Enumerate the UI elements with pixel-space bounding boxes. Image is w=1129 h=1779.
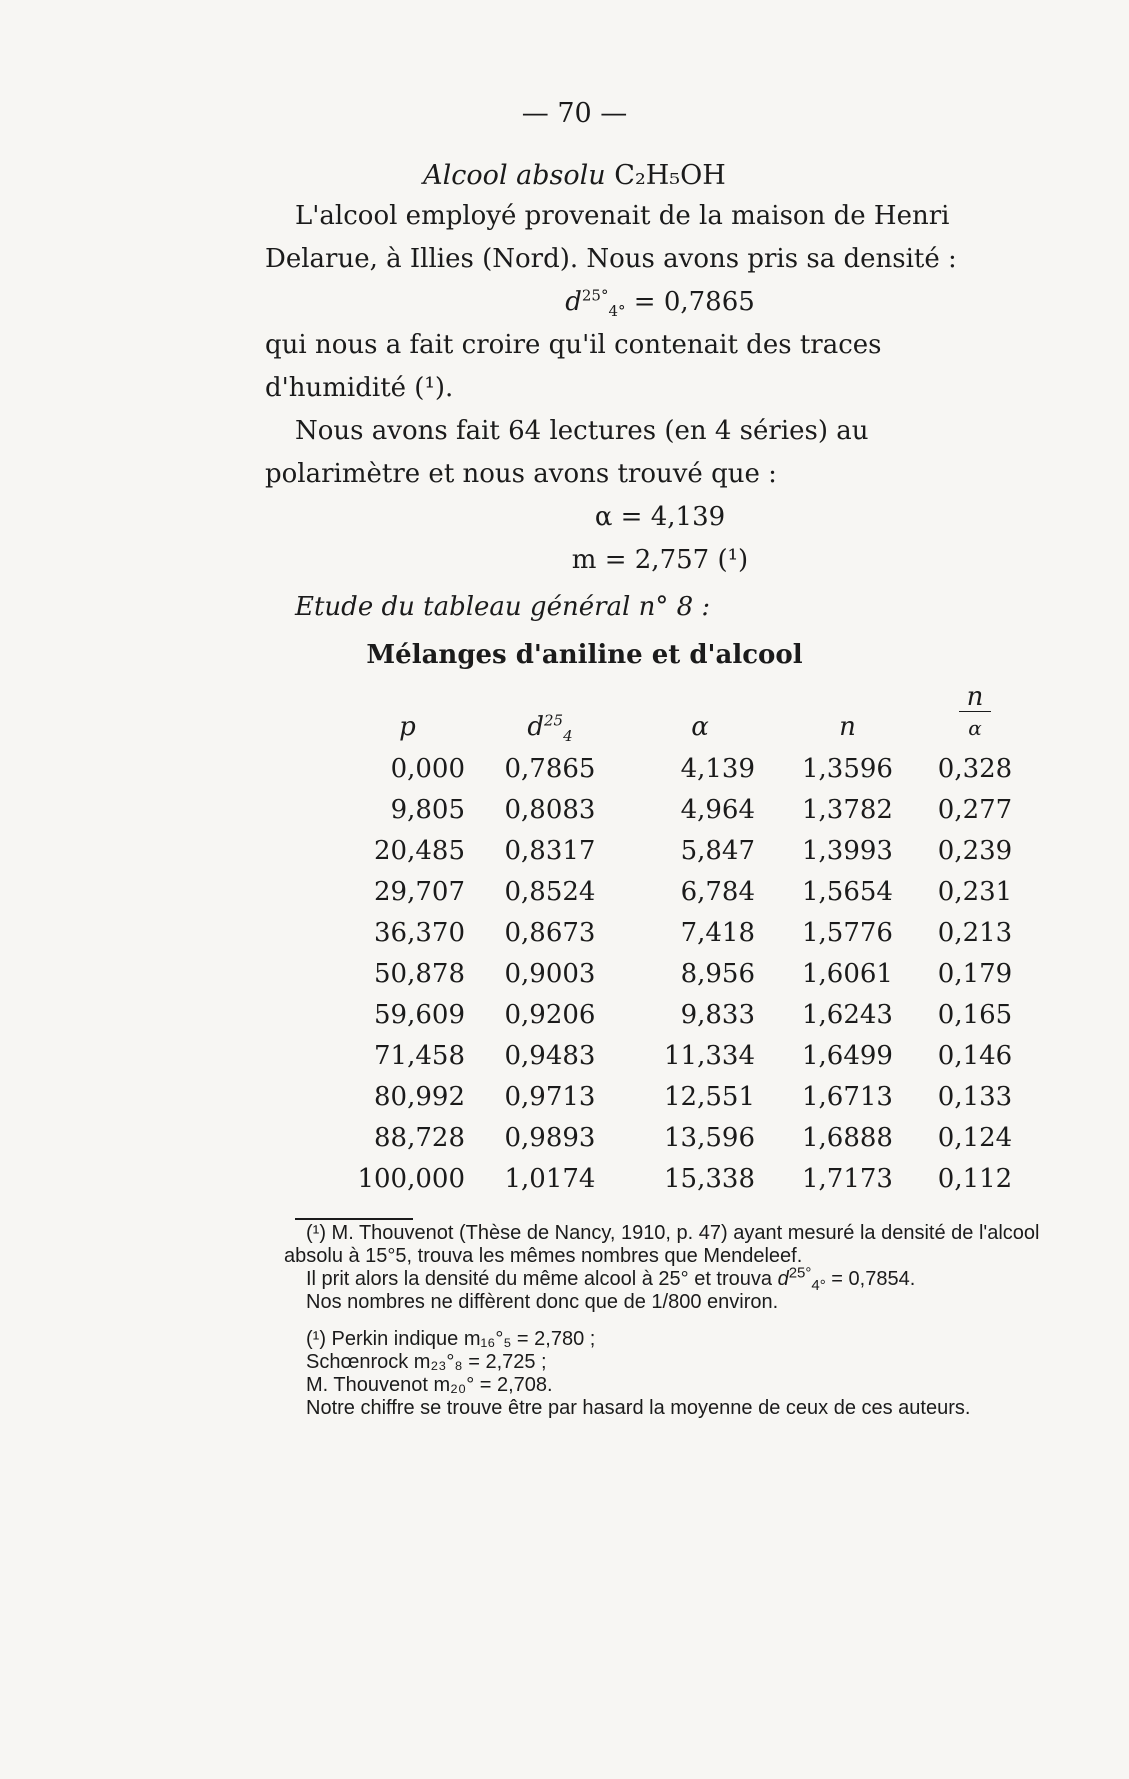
cell-n: 1,6499 [802,1040,893,1071]
cell-p: 71,458 [374,1040,465,1071]
equation-density [265,281,1015,324]
col-density-sup: 25 [544,711,564,730]
footnote-2-thouvenot: M. Thouvenot m₂₀° = 2,708. [306,1374,553,1396]
cell-n: 1,5654 [802,876,893,907]
table-row [340,994,1030,1035]
table-row [340,748,1030,789]
table-row [340,912,1030,953]
cell-alpha: 4,964 [680,794,755,825]
cell-ratio: 0,328 [937,753,1013,784]
cell-ratio: 0,112 [937,1163,1013,1194]
cell-p: 20,485 [374,835,465,866]
cell-density: 0,9713 [504,1081,596,1112]
equation-alpha: α = 4,139 [594,502,726,532]
cell-n: 1,6061 [802,958,893,989]
ratio-denominator: α [968,716,982,740]
table-row [340,1158,1030,1199]
footnote-1: (¹) M. Thouvenot (Thèse de Nancy, 1910, p. 47) ayant mesuré la densité de l'alcool absolu à 15°5, trouva les mêmes nombres que Mendeleef. [284,1222,1040,1267]
data-table [340,680,1030,1199]
cell-density: 0,8524 [504,876,596,907]
cell-alpha: 12,551 [664,1081,755,1112]
cell-n: 1,3596 [802,753,893,784]
footnote-2-conclusion: Notre chiffre se trouve être par hasard la moyenne de ceux de ces auteurs. [306,1397,971,1419]
table-row [340,871,1030,912]
paragraph-readings: Nous avons fait 64 lectures (en 4 séries) au polarimètre et nous avons trouvé que : [265,416,869,489]
col-n: n [839,712,856,742]
paragraph-source: L'alcool employé provenait de la maison de Henri Delarue, à Illies (Nord). Nous avons pris sa densité : [265,201,957,274]
cell-n: 1,6888 [802,1122,893,1153]
eq-density-symbol: d [565,287,582,317]
footnote-1-density-sub: 4° [811,1277,826,1294]
col-density-sub: 4 [563,727,573,746]
footnote-1-density-value: = 0,7854. [831,1268,916,1290]
cell-p: 36,370 [374,917,465,948]
cell-ratio: 0,239 [937,835,1013,866]
table-header-row [340,680,1030,748]
footnote-1-density-symbol: d [777,1268,789,1290]
cell-alpha: 8,956 [680,958,755,989]
cell-n: 1,6713 [802,1081,893,1112]
cell-ratio: 0,146 [937,1040,1013,1071]
cell-alpha: 4,139 [680,753,755,784]
cell-ratio: 0,213 [937,917,1013,948]
col-alpha: α [691,712,709,742]
table-row [340,789,1030,830]
col-density [475,680,625,748]
cell-density: 0,8673 [504,917,596,948]
cell-ratio: 0,124 [937,1122,1013,1153]
cell-p: 100,000 [357,1163,465,1194]
table-row [340,830,1030,871]
footnotes [284,1222,1054,1420]
cell-density: 0,9003 [504,958,596,989]
cell-p: 80,992 [374,1081,465,1112]
cell-alpha: 7,418 [680,917,755,948]
cell-density: 0,8083 [504,794,596,825]
cell-density: 0,7865 [504,753,596,784]
paragraph-humidity: qui nous a fait croire qu'il contenait des traces d'humidité (¹). [265,330,882,403]
cell-p: 29,707 [374,876,465,907]
cell-n: 1,3993 [802,835,893,866]
cell-p: 59,609 [374,999,465,1030]
cell-alpha: 6,784 [680,876,755,907]
cell-alpha: 11,334 [664,1040,755,1071]
cell-density: 0,9206 [504,999,596,1030]
ratio-numerator: n [959,685,992,712]
cell-density: 0,9483 [504,1040,596,1071]
cell-p: 9,805 [390,794,465,825]
cell-alpha: 15,338 [664,1163,755,1194]
page-number: — 70 — [521,98,628,129]
cell-ratio: 0,231 [937,876,1013,907]
cell-ratio: 0,277 [937,794,1013,825]
section-heading [0,160,1129,191]
col-density-symbol: d [527,712,544,742]
cell-alpha: 13,596 [664,1122,755,1153]
footnote-1-conclusion: Nos nombres ne diffèrent donc que de 1/800 environ. [306,1291,779,1313]
footnote-2-schoenrock: Schœnrock m₂₃°₈ = 2,725 ; [306,1351,547,1373]
cell-ratio: 0,165 [937,999,1013,1030]
cell-p: 50,878 [374,958,465,989]
footnote-rule [295,1218,413,1220]
body-text [265,195,1015,582]
cell-p: 0,000 [390,753,465,784]
heading-label: Alcool absolu [423,160,606,191]
cell-alpha: 5,847 [680,835,755,866]
eq-density-sub: 4° [608,302,626,321]
footnote-1-density [284,1264,1054,1294]
cell-density: 0,8317 [504,835,596,866]
cell-alpha: 9,833 [680,999,755,1030]
cell-ratio: 0,179 [937,958,1013,989]
equation-m: m = 2,757 (¹) [571,545,749,575]
cell-n: 1,7173 [802,1163,893,1194]
footnote-1-density-sup: 25° [788,1264,812,1282]
footnote-1-density-text: Il prit alors la densité du même alcool à 25° et trouva [306,1268,773,1290]
cell-n: 1,6243 [802,999,893,1030]
cell-density: 0,9893 [504,1122,596,1153]
cell-n: 1,5776 [802,917,893,948]
table-row [340,1035,1030,1076]
cell-density: 1,0174 [504,1163,596,1194]
table-title: Mélanges d'aniline et d'alcool [366,640,803,670]
study-title: Etude du tableau général n° 8 : [295,592,711,622]
table-row [340,953,1030,994]
eq-density-rhs: = 0,7865 [633,287,755,317]
cell-ratio: 0,133 [937,1081,1013,1112]
ratio-fraction [959,682,992,740]
table-row [340,1117,1030,1158]
col-p: p [399,712,416,742]
cell-n: 1,3782 [802,794,893,825]
col-ratio [920,680,1030,748]
heading-formula: C₂H₅OH [614,160,726,191]
table-row [340,1076,1030,1117]
footnote-2-perkin: (¹) Perkin indique m₁₆°₅ = 2,780 ; [306,1328,596,1350]
cell-p: 88,728 [374,1122,465,1153]
eq-density-sup: 25° [581,286,609,305]
